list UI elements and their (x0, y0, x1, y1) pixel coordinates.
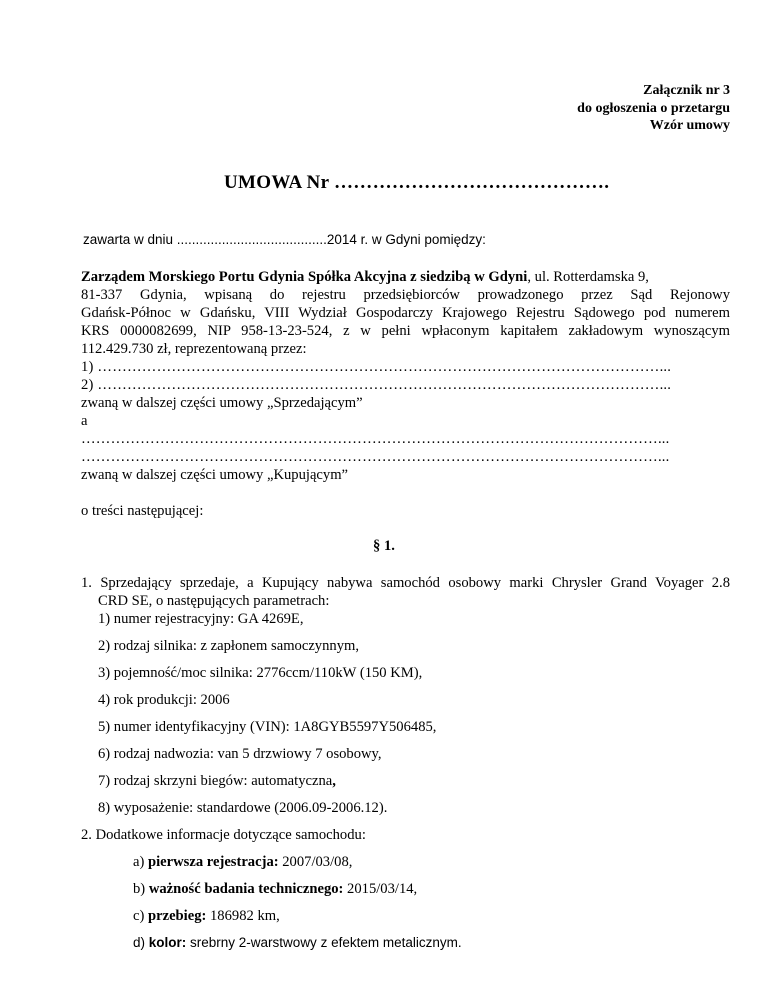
parameter-item: 7) rodzaj skrzyni biegów: automatyczna, (98, 773, 336, 789)
extra-info-item: d) kolor: srebrny 2-warstwowy z efektem metalicznym. (133, 935, 462, 950)
parameter-item: 2) rodzaj silnika: z zapłonem samoczynnym, (98, 638, 359, 654)
seller-representative-2: 2) ……………………………………………………………………………………………………... (81, 377, 672, 393)
buyer-dots-1: ………………………………………………………………………………………………………... (81, 431, 670, 447)
buyer-designation: zwaną w dalszej części umowy „Kupującym” (81, 467, 349, 483)
buyer-dots-2: ………………………………………………………………………………………………………... (81, 449, 670, 465)
seller-name: Zarządem Morskiego Portu Gdynia Spółka Akcyjna z siedzibą w Gdyni (81, 269, 528, 285)
content-intro: o treści następującej: (81, 503, 204, 519)
attachment-header (577, 82, 730, 135)
extra-info-item: c) przebieg: 186982 km, (133, 908, 280, 924)
parameter-item: 4) rok produkcji: 2006 (98, 692, 230, 708)
seller-line-5: 112.429.730 zł, reprezentowaną przez: (81, 341, 307, 357)
parameter-item: 5) numer identyfikacyjny (VIN): 1A8GYB5597Y506485, (98, 719, 437, 735)
attachment-type: Wzór umowy (649, 118, 730, 133)
section-1-paragraph-1-line-2: CRD SE, o następujących parametrach: (98, 593, 330, 609)
parameter-item: 8) wyposażenie: standardowe (2006.09-2006.12). (98, 800, 388, 816)
parameter-item: 6) rodzaj nadwozia: van 5 drzwiowy 7 osobowy, (98, 746, 382, 762)
extra-info-item: b) ważność badania technicznego: 2015/03/14, (133, 881, 418, 897)
parameter-item: 1) numer rejestracyjny: GA 4269E, (98, 611, 304, 627)
extra-info-item: a) pierwsza rejestracja: 2007/03/08, (133, 854, 353, 870)
parameter-item: 3) pojemność/moc silnika: 2776ccm/110kW (150 KM), (98, 665, 423, 681)
section-1-heading: § 1. (373, 538, 395, 554)
seller-line-2: 81-337 Gdynia, wpisaną do rejestru przedsiębiorców prowadzonego przez Sąd Rejonowy (81, 287, 730, 303)
seller-designation: zwaną w dalszej części umowy „Sprzedającym” (81, 395, 363, 411)
seller-representative-1: 1) ……………………………………………………………………………………………………... (81, 359, 672, 375)
conjunction-and: a (81, 413, 88, 429)
attachment-subject: do ogłoszenia o przetargu (577, 100, 730, 116)
section-1-paragraph-1-line-1: 1. Sprzedający sprzedaje, a Kupujący nabywa samochód osobowy marki Chrysler Grand Voyager 2.8 (81, 575, 730, 591)
contract-intro: zawarta w dniu ........................................2014 r. w Gdyni pomiędzy: (83, 232, 486, 247)
seller-address: , ul. Rotterdamska 9, (527, 269, 649, 285)
contract-title: UMOWA Nr ……………………………………. (224, 172, 610, 193)
seller-line-3: Gdańsk-Północ w Gdańsku, VIII Wydział Gospodarczy Krajowego Rejestru Sądowego pod numerem (81, 305, 730, 321)
seller-line-4: KRS 0000082699, NIP 958-13-23-524, z w pełni wpłaconym kapitałem zakładowym wynoszącym (81, 323, 730, 339)
attachment-number: Załącznik nr 3 (643, 83, 730, 98)
section-1-paragraph-2: 2. Dodatkowe informacje dotyczące samochodu: (81, 827, 366, 843)
seller-line-1 (81, 268, 649, 286)
